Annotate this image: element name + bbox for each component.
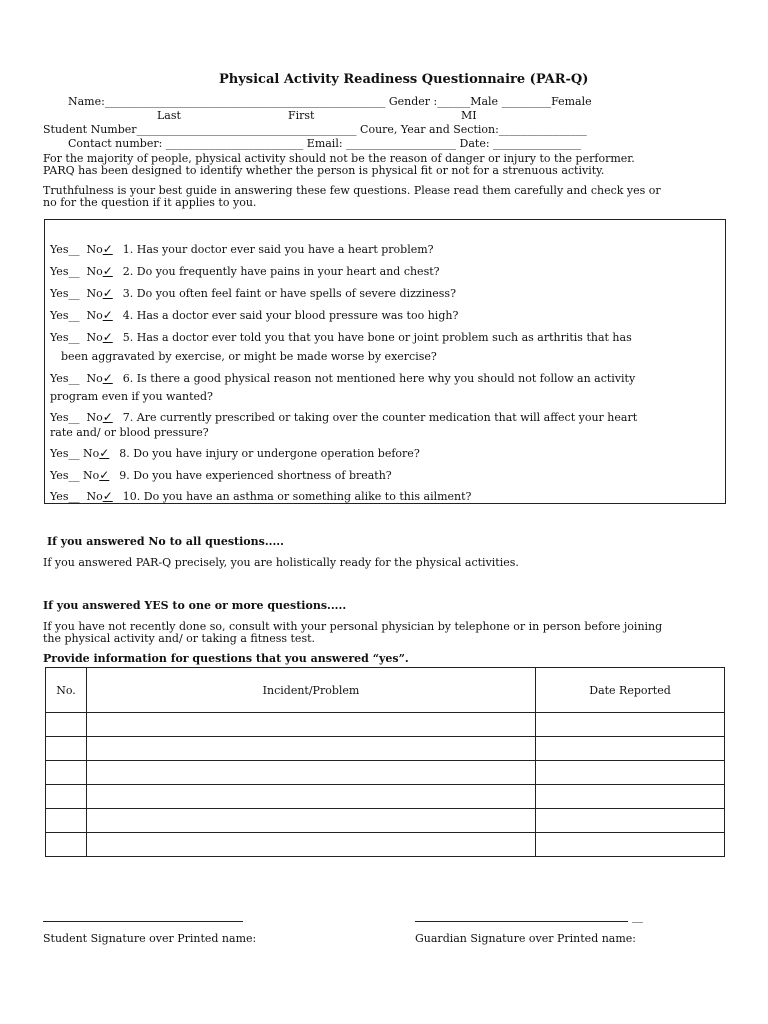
question-text: 5. Has a doctor ever told you that you have bone or joint problem such as arthritis that has — [122, 331, 632, 344]
cell-no[interactable] — [46, 761, 87, 785]
yes-no-options[interactable]: Yes__ No — [50, 372, 103, 385]
name-last-label: Last — [157, 109, 181, 122]
question-text-continued: been aggravated by exercise, or might be made worse by exercise? — [61, 350, 437, 363]
cell-no[interactable] — [46, 737, 87, 761]
yes-no-options[interactable]: Yes__ No — [50, 265, 103, 278]
guardian-signature-label: Guardian Signature over Printed name: — [415, 932, 637, 945]
cell-date[interactable] — [536, 809, 725, 833]
intro-line-1: For the majority of people, physical activity should not be the reason of danger or injury to the performer. — [43, 152, 635, 165]
intro-line-2: PARQ has been designed to identify whether the person is physical fit or not for a strenuous activity. — [43, 164, 605, 177]
question-text: 6. Is there a good physical reason not mentioned here why you should not follow an activity — [122, 372, 636, 385]
incident-table — [45, 667, 725, 857]
cell-incident[interactable] — [87, 833, 536, 857]
header-incident: Incident/Problem — [87, 668, 536, 713]
no-section-body: If you answered PAR-Q precisely, you are holistically ready for the physical activities. — [43, 556, 519, 569]
cell-incident[interactable] — [87, 785, 536, 809]
yes-no-options[interactable]: Yes__ No — [50, 490, 103, 503]
question-text: 9. Do you have experienced shortness of breath? — [119, 469, 392, 482]
cell-date[interactable] — [536, 833, 725, 857]
cell-date[interactable] — [536, 785, 725, 809]
yes-no-options[interactable]: Yes__ No — [50, 411, 103, 424]
cell-incident[interactable] — [87, 713, 536, 737]
checkmark-icon: ✓ — [102, 264, 113, 278]
checkmark-icon: ✓ — [99, 468, 110, 482]
cell-no[interactable] — [46, 833, 87, 857]
checkmark-icon: ✓ — [102, 410, 113, 424]
cell-date[interactable] — [536, 713, 725, 737]
no-section-heading: If you answered No to all questions..... — [47, 535, 284, 548]
table-row — [46, 761, 725, 785]
table-row — [46, 713, 725, 737]
guardian-signature-tail: __ — [632, 910, 643, 923]
table-row — [46, 737, 725, 761]
cell-incident[interactable] — [87, 737, 536, 761]
guardian-signature-line[interactable] — [415, 921, 628, 922]
name-mi-label: MI — [461, 109, 477, 122]
question-row — [50, 286, 456, 300]
student-signature-label: Student Signature over Printed name: — [43, 932, 257, 945]
yes-no-options[interactable]: Yes__ No — [50, 331, 103, 344]
table-row — [46, 785, 725, 809]
contact-line[interactable]: Contact number: _________________________ Email: ____________________ Date: ________________ — [68, 137, 582, 150]
checkmark-icon: ✓ — [102, 371, 113, 385]
cell-date[interactable] — [536, 761, 725, 785]
table-row — [46, 809, 725, 833]
question-row — [50, 264, 440, 278]
cell-date[interactable] — [536, 737, 725, 761]
table-row — [46, 833, 725, 857]
yes-no-options[interactable]: Yes__ No — [50, 469, 100, 482]
table-header-row — [46, 668, 725, 713]
question-row — [50, 371, 635, 385]
question-text-continued: program even if you wanted? — [50, 390, 213, 403]
yes-section-body-2: the physical activity and/ or taking a fitness test. — [43, 632, 316, 645]
yes-no-options[interactable]: Yes__ No — [50, 447, 100, 460]
question-text: 10. Do you have an asthma or something alike to this ailment? — [122, 490, 472, 503]
question-row — [50, 330, 632, 344]
page-title: Physical Activity Readiness Questionnaire (PAR-Q) — [219, 72, 589, 87]
name-first-label: First — [288, 109, 315, 122]
student-signature-line[interactable] — [43, 921, 243, 922]
checkmark-icon: ✓ — [102, 489, 113, 503]
yes-section-body-1: If you have not recently done so, consult with your personal physician by telephone or in person before joining — [43, 620, 663, 633]
checkmark-icon: ✓ — [102, 330, 113, 344]
checkmark-icon: ✓ — [102, 242, 113, 256]
intro-line-3: Truthfulness is your best guide in answering these few questions. Please read them carefully and check yes or — [43, 184, 661, 197]
question-row — [50, 308, 458, 322]
provide-info-instruction: Provide information for questions that you answered “yes”. — [43, 652, 409, 665]
question-text: 8. Do you have injury or undergone operation before? — [119, 447, 420, 460]
question-text: 3. Do you often feel faint or have spells of severe dizziness? — [122, 287, 456, 300]
question-row — [50, 410, 637, 424]
cell-incident[interactable] — [87, 761, 536, 785]
question-row — [50, 446, 420, 460]
cell-incident[interactable] — [87, 809, 536, 833]
yes-no-options[interactable]: Yes__ No — [50, 309, 103, 322]
yes-no-options[interactable]: Yes__ No — [50, 243, 103, 256]
header-date-reported: Date Reported — [536, 668, 725, 713]
checkmark-icon: ✓ — [102, 286, 113, 300]
question-text-continued: rate and/ or blood pressure? — [50, 426, 209, 439]
cell-no[interactable] — [46, 809, 87, 833]
question-row — [50, 468, 392, 482]
yes-no-options[interactable]: Yes__ No — [50, 287, 103, 300]
question-text: 7. Are currently prescribed or taking over the counter medication that will affect your heart — [122, 411, 638, 424]
cell-no[interactable] — [46, 713, 87, 737]
header-no: No. — [46, 668, 87, 713]
question-row — [50, 242, 434, 256]
question-text: 4. Has a doctor ever said your blood pressure was too high? — [122, 309, 459, 322]
question-row — [50, 489, 471, 503]
question-text: 2. Do you frequently have pains in your heart and chest? — [122, 265, 440, 278]
yes-section-heading: If you answered YES to one or more questions..... — [43, 599, 347, 612]
checkmark-icon: ✓ — [102, 308, 113, 322]
checkmark-icon: ✓ — [99, 446, 110, 460]
question-text: 1. Has your doctor ever said you have a heart problem? — [122, 243, 434, 256]
name-gender-line[interactable]: Name:___________________________________________________ Gender :______Male _________Female — [68, 95, 592, 108]
student-number-line[interactable]: Student Number________________________________________ Coure, Year and Section:________________ — [43, 123, 587, 136]
cell-no[interactable] — [46, 785, 87, 809]
intro-line-4: no for the question if it applies to you. — [43, 196, 257, 209]
